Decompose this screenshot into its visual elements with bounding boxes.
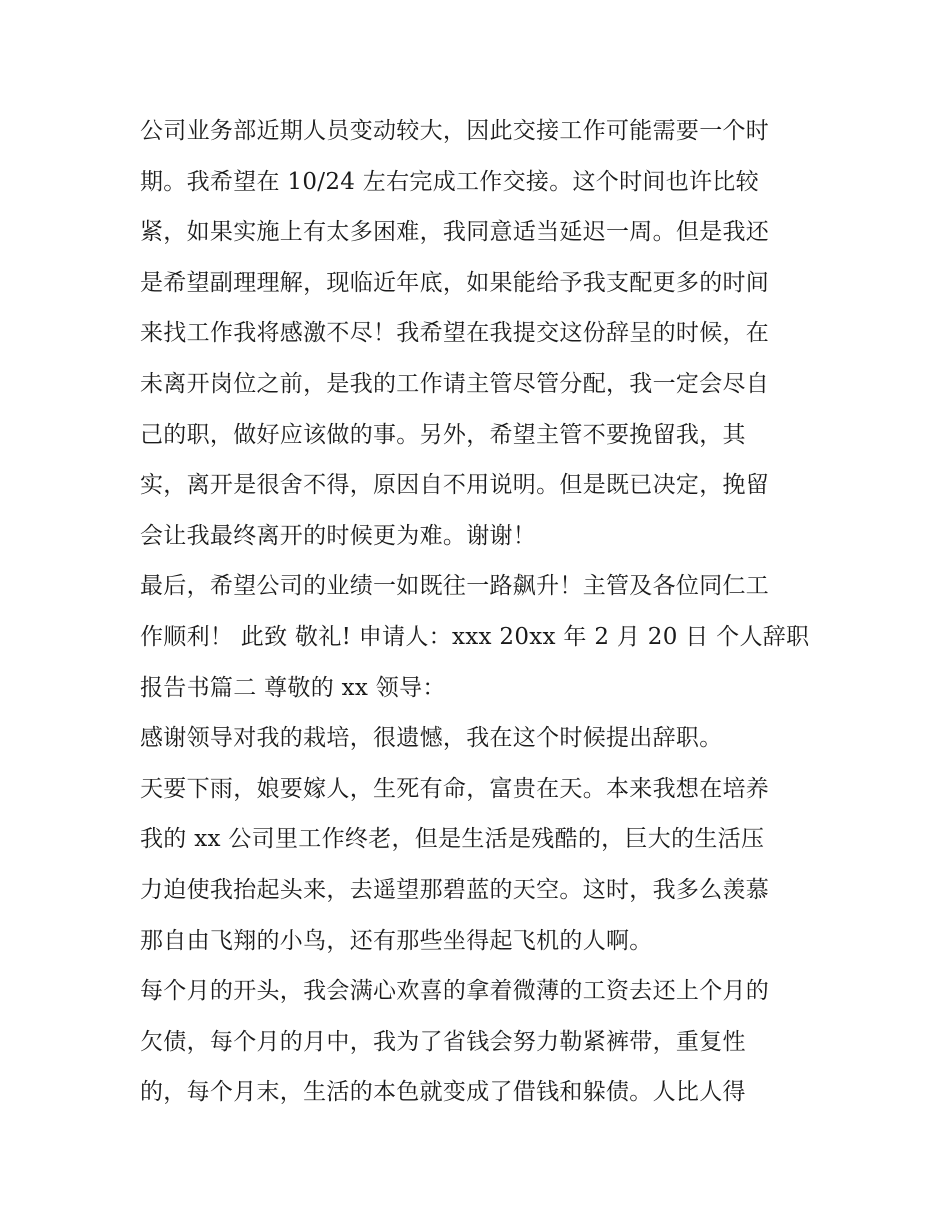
text-line: 最后，希望公司的业绩一如既往一路飙升！主管及各位同仁工: [140, 573, 770, 600]
document-body: [140, 106, 840, 1118]
text-line: 天要下雨，娘要嫁人，生死有命，富贵在天。本来我想在培养: [140, 775, 770, 802]
text-line: 期。我希望在 10/24 左右完成工作交接。这个时间也许比较: [140, 168, 759, 195]
text-line: 会让我最终离开的时候更为难。谢谢！: [140, 522, 537, 549]
text-line: 的，每个月末，生活的本色就变成了借钱和躲债。人比人得: [140, 1079, 746, 1106]
text-line: 公司业务部近期人员变动较大，因此交接工作可能需要一个时: [140, 118, 770, 144]
text-line: 感谢领导对我的栽培，很遗憾，我在这个时候提出辞职。: [140, 725, 723, 752]
text-line: 每个月的开头，我会满心欢喜的拿着微薄的工资去还上个月的: [140, 978, 770, 1005]
text-line: 报告书篇二 尊敬的 xx 领导：: [140, 674, 446, 701]
text-line: 我的 xx 公司里工作终老，但是生活是残酷的，巨大的生活压: [140, 826, 765, 853]
text-line: 力迫使我抬起头来，去遥望那碧蓝的天空。这时，我多么羡慕: [140, 876, 770, 903]
text-line: 实，离开是很舍不得，原因自不用说明。但是既已决定，挽留: [140, 472, 770, 499]
text-line: 是希望副理理解，现临近年底，如果能给予我支配更多的时间: [140, 269, 770, 296]
text-line: 未离开岗位之前，是我的工作请主管尽管分配，我一定会尽自: [140, 370, 770, 397]
text-line: 那自由飞翔的小鸟，还有那些坐得起飞机的人啊。: [140, 927, 653, 954]
text-line: 来找工作我将感激不尽！我希望在我提交这份辞呈的时候，在: [140, 320, 770, 347]
text-line: 作顺利！ 此致 敬礼! 申请人：xxx 20xx 年 2 月 20 日 个人辞职: [140, 623, 810, 650]
text-line: 己的职，做好应该做的事。另外，希望主管不要挽留我，其: [140, 421, 746, 448]
text-line: 欠债，每个月的月中，我为了省钱会努力勒紧裤带，重复性: [140, 1028, 746, 1055]
text-line: 紧，如果实施上有太多困难，我同意适当延迟一周。但是我还: [140, 219, 770, 246]
